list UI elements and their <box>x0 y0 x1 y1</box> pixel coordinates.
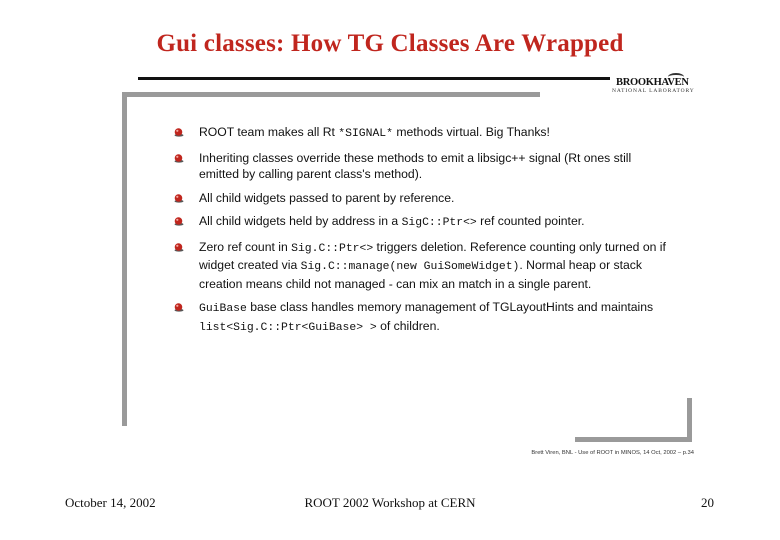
footer-event: ROOT 2002 Workshop at CERN <box>304 495 476 510</box>
footer-page-number: 20 <box>701 495 714 510</box>
bullet-text: All child widgets passed to parent by reference. <box>199 190 455 205</box>
footer-date: October 14, 2002 <box>65 495 156 510</box>
bullet-text: methods virtual. Big Thanks! <box>392 125 550 139</box>
bullet-text: All child widgets held by address in a <box>199 214 402 228</box>
code-fragment: *SIGNAL* <box>338 128 393 140</box>
brookhaven-logo <box>612 73 694 95</box>
bullet-text: base class handles memory management of TGLayoutHints and maintains <box>246 300 654 314</box>
bullet-item <box>172 239 672 293</box>
code-fragment: Sig.C::Ptr<> <box>291 242 374 255</box>
bullet-list <box>172 124 672 343</box>
bullet-text: . Normal heap or stack creation means child not managed - can mix an match in a single parent. <box>199 258 642 291</box>
bullet-text: ref counted pointer. <box>476 214 585 228</box>
code-fragment: list<Sig.C::Ptr<GuiBase> > <box>199 321 377 334</box>
bullet-item <box>172 190 672 207</box>
bullet-item <box>172 124 672 143</box>
frame-top-edge <box>122 92 540 97</box>
red-ball-bullet-icon <box>173 302 184 312</box>
bullet-text: triggers deletion. Reference counting only turned on if widget created via <box>199 239 666 272</box>
code-fragment: SigC::Ptr<> <box>401 217 477 229</box>
red-ball-bullet-icon <box>173 216 184 226</box>
bullet-item <box>172 299 672 336</box>
title-underline <box>138 77 610 80</box>
code-fragment: Sig.C::manage(new GuiSomeWidget) <box>300 261 520 273</box>
bullet-text: Zero ref count in <box>199 239 292 254</box>
code-fragment: GuiBase <box>199 303 247 315</box>
frame-right-edge <box>687 398 692 442</box>
bullet-text: of children. <box>376 318 440 333</box>
red-ball-bullet-icon <box>173 153 184 163</box>
source-note: Brett Viren, BNL - Use of ROOT in MINOS, 14 Oct, 2002 – p.34 <box>531 450 694 456</box>
red-ball-bullet-icon <box>173 127 184 137</box>
bullet-text: ROOT team makes all Rt <box>199 125 339 139</box>
logo-subtitle: NATIONAL LABORATORY <box>612 88 695 94</box>
bullet-item <box>172 150 672 183</box>
frame-bottom-edge <box>575 437 692 442</box>
red-ball-bullet-icon <box>173 193 184 203</box>
logo-name: BROOKHAVEN <box>616 77 689 88</box>
red-ball-bullet-icon <box>173 242 184 252</box>
frame-left-edge <box>122 92 127 426</box>
bullet-text: Inheriting classes override these methods to emit a libsigc++ signal (Rt ones still emitted by calling parent class's method). <box>199 150 632 181</box>
bullet-item <box>172 213 672 232</box>
slide-title: Gui classes: How TG Classes Are Wrapped <box>156 30 624 57</box>
